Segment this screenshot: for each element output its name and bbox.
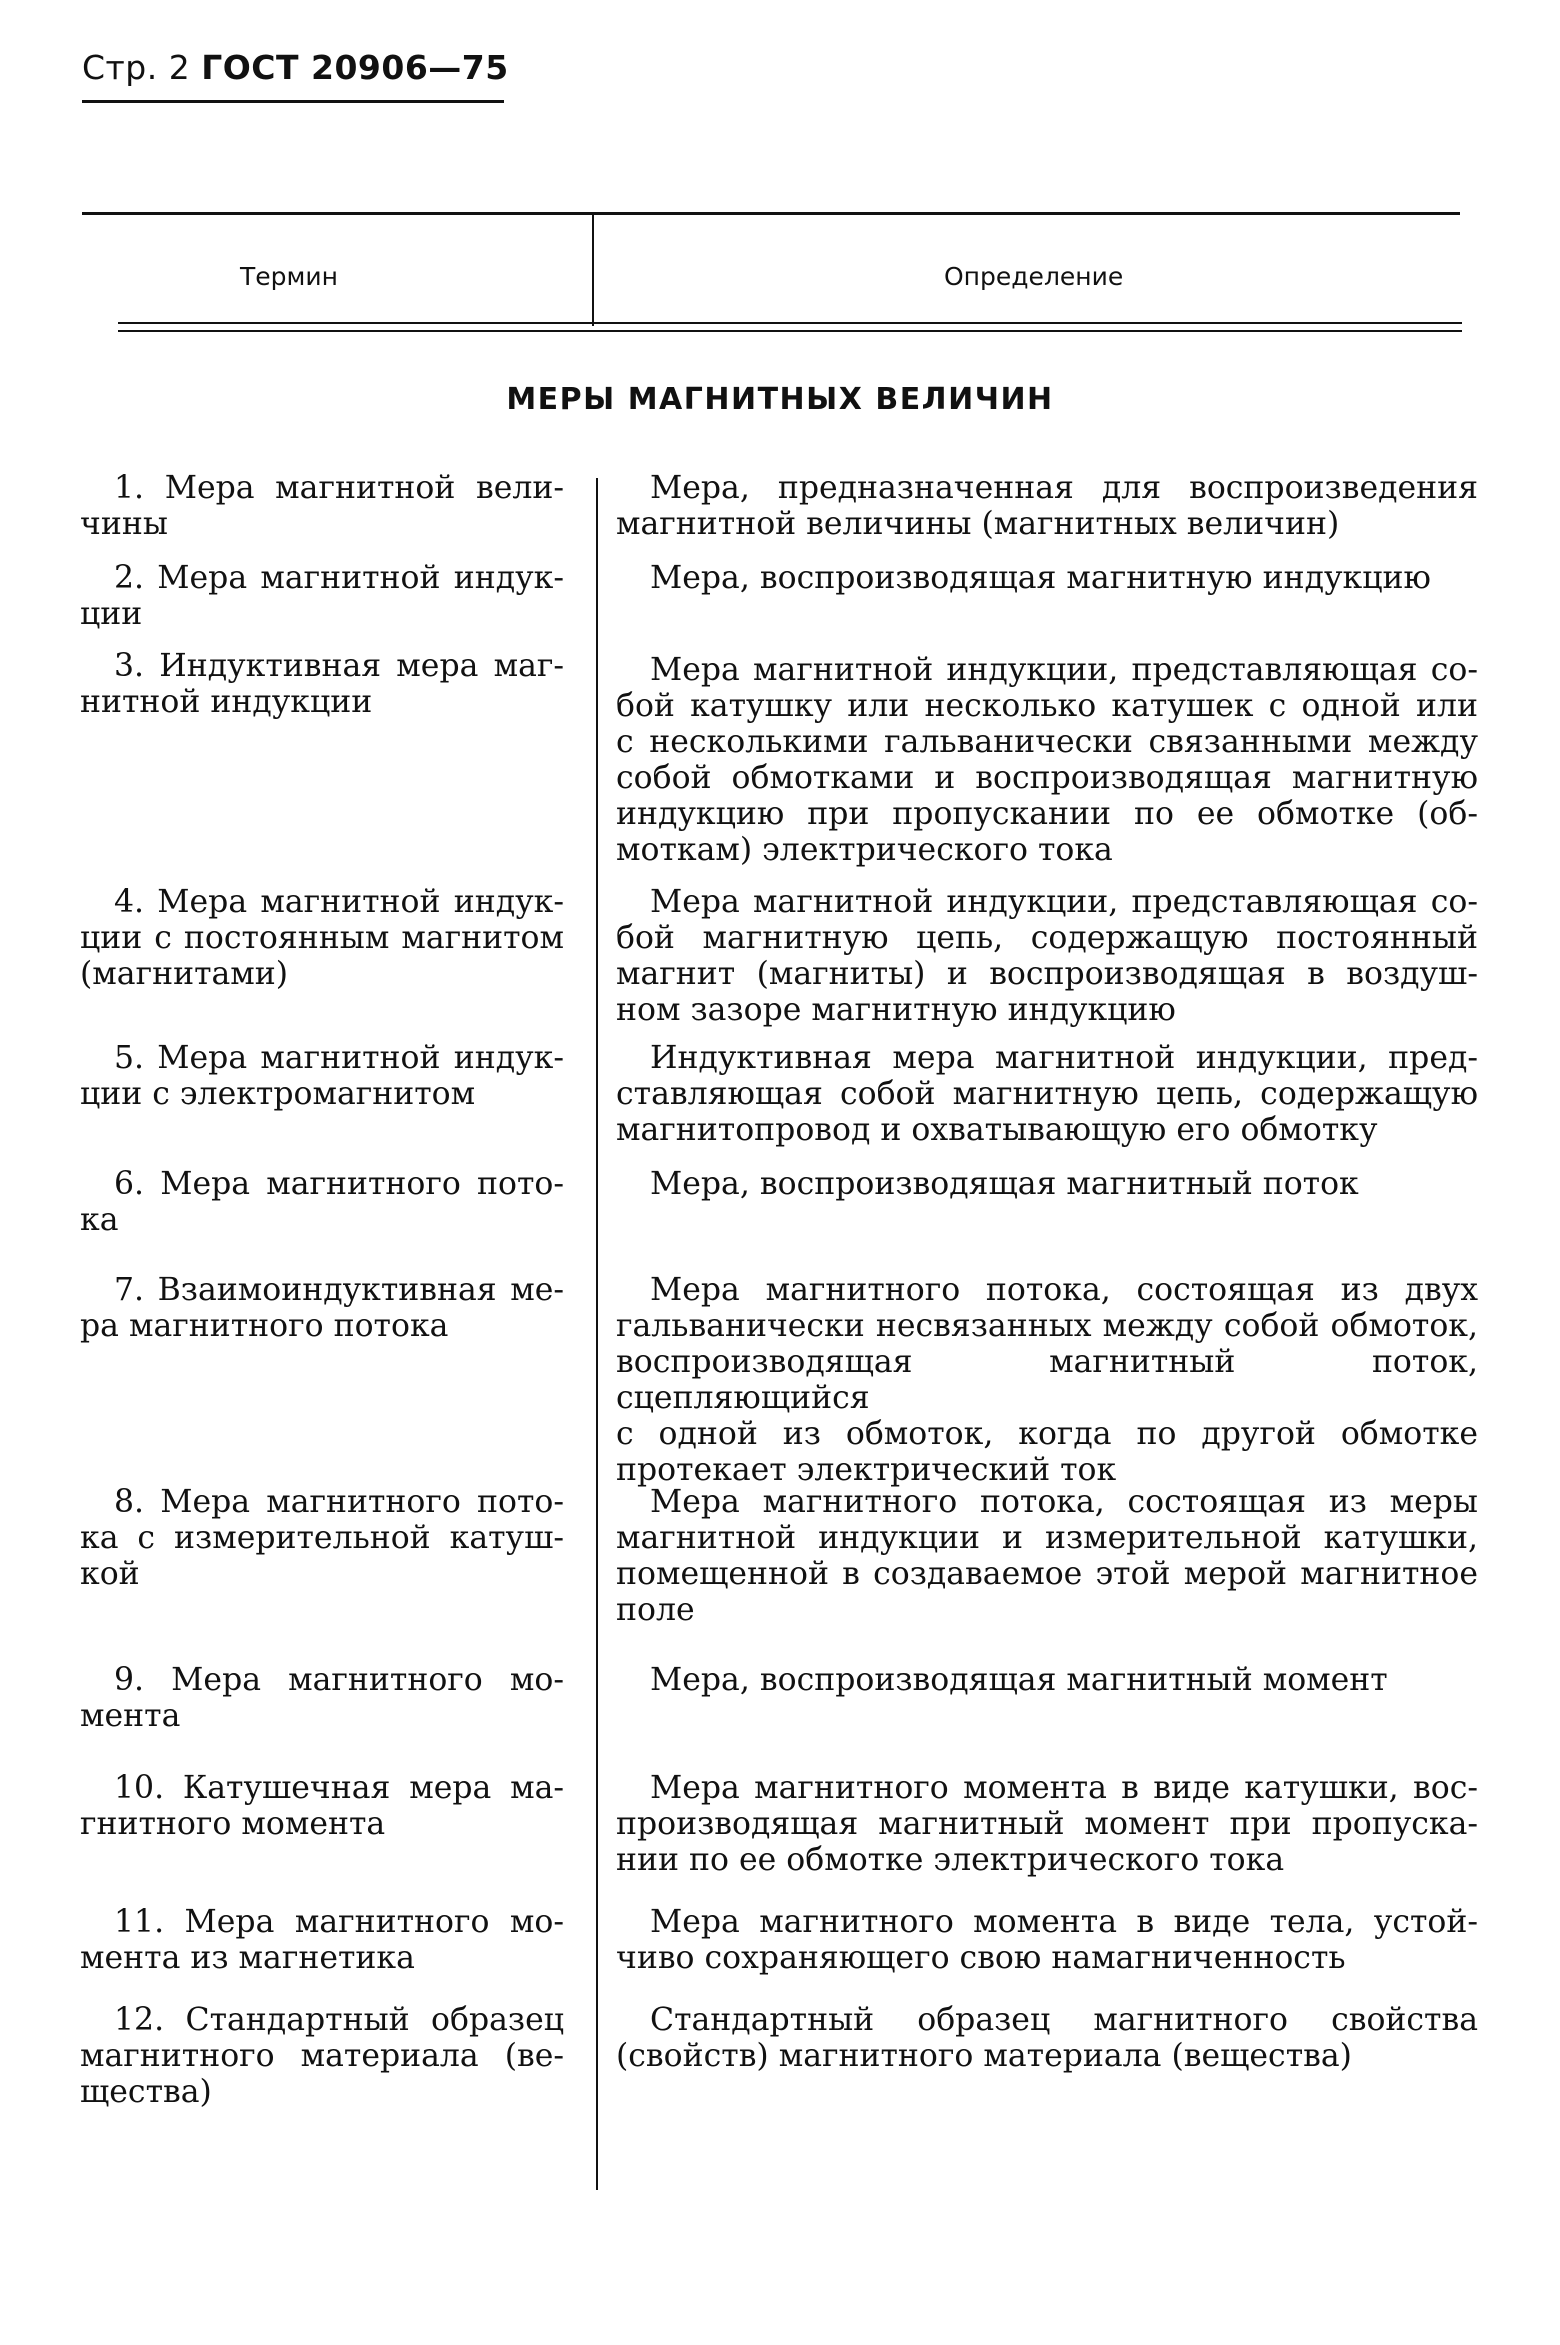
term-line: нитной индукции	[80, 684, 373, 720]
term-11	[80, 1904, 564, 1976]
definition-line: нии по ее обмотке электрического тока	[616, 1842, 1285, 1878]
term-7	[80, 1272, 564, 1344]
term-line: щества)	[80, 2074, 212, 2110]
definition-line: Мера, воспроизводящая магнитную индукцию	[650, 560, 1431, 596]
definition-11	[616, 1904, 1478, 1976]
term-6	[80, 1166, 564, 1238]
definition-line: бой магнитную цепь, содержащую постоянный	[616, 920, 1478, 956]
term-line: 5. Мера магнитной индук-	[114, 1040, 564, 1076]
definition-10	[616, 1770, 1478, 1878]
term-line: ции	[80, 596, 143, 632]
header-column-divider	[592, 214, 594, 326]
definition-line: индукцию при пропускании по ее обмотке (об-	[616, 796, 1478, 832]
term-4	[80, 884, 564, 992]
definition-line: Мера магнитной индукции, представляющая со-	[650, 884, 1478, 920]
term-line: чины	[80, 506, 168, 542]
definition-line: Стандартный образец магнитного свойства	[650, 2002, 1478, 2038]
definition-line: собой обмотками и воспроизводящая магнитную	[616, 760, 1478, 796]
definition-line: с несколькими гальванически связанными между	[616, 724, 1478, 760]
term-line: ра магнитного потока	[80, 1308, 449, 1344]
definition-line: Мера, воспроизводящая магнитный поток	[650, 1166, 1359, 1202]
definition-line: Мера магнитной индукции, представляющая со-	[650, 652, 1478, 688]
definition-line: с одной из обмоток, когда по другой обмотке	[616, 1416, 1478, 1452]
definition-line: моткам) электрического тока	[616, 832, 1113, 868]
body-column-divider	[596, 478, 598, 2190]
definition-line: магнитной индукции и измерительной катушки,	[616, 1520, 1478, 1556]
term-3	[80, 648, 564, 720]
definition-line: Мера, воспроизводящая магнитный момент	[650, 1662, 1388, 1698]
term-2	[80, 560, 564, 632]
section-title: МЕРЫ МАГНИТНЫХ ВЕЛИЧИН	[506, 382, 1054, 417]
definition-line: (свойств) магнитного материала (вещества)	[616, 2038, 1352, 2074]
term-line: 11. Мера магнитного мо-	[114, 1904, 564, 1940]
definition-line: протекает электрический ток	[616, 1452, 1117, 1488]
running-head-rule	[82, 100, 504, 103]
term-12	[80, 2002, 564, 2110]
term-line: ка с измерительной катуш-	[80, 1520, 564, 1556]
definition-5	[616, 1040, 1478, 1148]
definition-12	[616, 2002, 1478, 2074]
term-line: 1. Мера магнитной вели-	[114, 470, 564, 506]
definition-line: Мера магнитного потока, состоящая из меры	[650, 1484, 1478, 1520]
term-line: 10. Катушечная мера ма-	[114, 1770, 564, 1806]
definition-line: Мера магнитного потока, состоящая из двух	[650, 1272, 1478, 1308]
term-5	[80, 1040, 564, 1112]
header-double-rule-top	[118, 322, 1462, 324]
definition-line: помещенной в создаваемое этой мерой магнитное	[616, 1556, 1478, 1592]
definition-2	[616, 560, 1478, 596]
term-line: 12. Стандартный образец	[114, 2002, 564, 2038]
term-line: ции с электромагнитом	[80, 1076, 476, 1112]
definition-6	[616, 1166, 1478, 1202]
term-line: 3. Индуктивная мера маг-	[114, 648, 564, 684]
term-line: 2. Мера магнитной индук-	[114, 560, 564, 596]
term-8	[80, 1484, 564, 1592]
definition-line: поле	[616, 1592, 695, 1628]
definition-line: гальванически несвязанных между собой обмоток,	[616, 1308, 1478, 1344]
definition-line: производящая магнитный момент при пропуска-	[616, 1806, 1478, 1842]
term-line: 8. Мера магнитного пото-	[114, 1484, 564, 1520]
term-9	[80, 1662, 564, 1734]
definition-line: ставляющая собой магнитную цепь, содержащую	[616, 1076, 1478, 1112]
term-10	[80, 1770, 564, 1842]
term-line: гнитного момента	[80, 1806, 386, 1842]
definition-line: бой катушку или несколько катушек с одной или	[616, 688, 1478, 724]
definition-line: чиво сохраняющего свою намагниченность	[616, 1940, 1346, 1976]
definition-4	[616, 884, 1478, 1028]
header-double-rule-bottom	[118, 330, 1462, 332]
definition-line: Мера, предназначенная для воспроизведения	[650, 470, 1478, 506]
term-line: кой	[80, 1556, 140, 1592]
definition-7	[616, 1272, 1478, 1488]
term-line: магнитного материала (ве-	[80, 2038, 564, 2074]
definition-line: Мера магнитного момента в виде тела, устой-	[650, 1904, 1478, 1940]
definition-line: Мера магнитного момента в виде катушки, вос-	[650, 1770, 1478, 1806]
running-head	[82, 48, 509, 87]
term-line: мента из магнетика	[80, 1940, 415, 1976]
definition-line: ном зазоре магнитную индукцию	[616, 992, 1176, 1028]
definition-9	[616, 1662, 1478, 1698]
definition-line: Индуктивная мера магнитной индукции, пред-	[650, 1040, 1478, 1076]
definition-1	[616, 470, 1478, 542]
definition-line: магнитной величины (магнитных величин)	[616, 506, 1340, 542]
term-line: 4. Мера магнитной индук-	[114, 884, 564, 920]
term-line: ции с постоянным магнитом	[80, 920, 564, 956]
definition-3	[616, 652, 1478, 868]
standard-number: ГОСТ 20906—75	[201, 48, 509, 87]
term-1	[80, 470, 564, 542]
term-line: ка	[80, 1202, 119, 1238]
term-line: 7. Взаимоиндуктивная ме-	[114, 1272, 564, 1308]
definition-line: воспроизводящая магнитный поток, сцепляющийся	[616, 1344, 1478, 1416]
definition-line: магнитопровод и охватывающую его обмотку	[616, 1112, 1378, 1148]
term-line: 9. Мера магнитного мо-	[114, 1662, 564, 1698]
term-column-header: Термин	[240, 262, 338, 291]
definition-8	[616, 1484, 1478, 1628]
term-line: мента	[80, 1698, 181, 1734]
table-top-rule	[82, 212, 1460, 215]
term-line: (магнитами)	[80, 956, 289, 992]
page-label: Стр. 2	[82, 48, 191, 87]
definition-line: магнит (магниты) и воспроизводящая в воздуш-	[616, 956, 1478, 992]
term-line: 6. Мера магнитного пото-	[114, 1166, 564, 1202]
definition-column-header: Определение	[944, 262, 1124, 291]
